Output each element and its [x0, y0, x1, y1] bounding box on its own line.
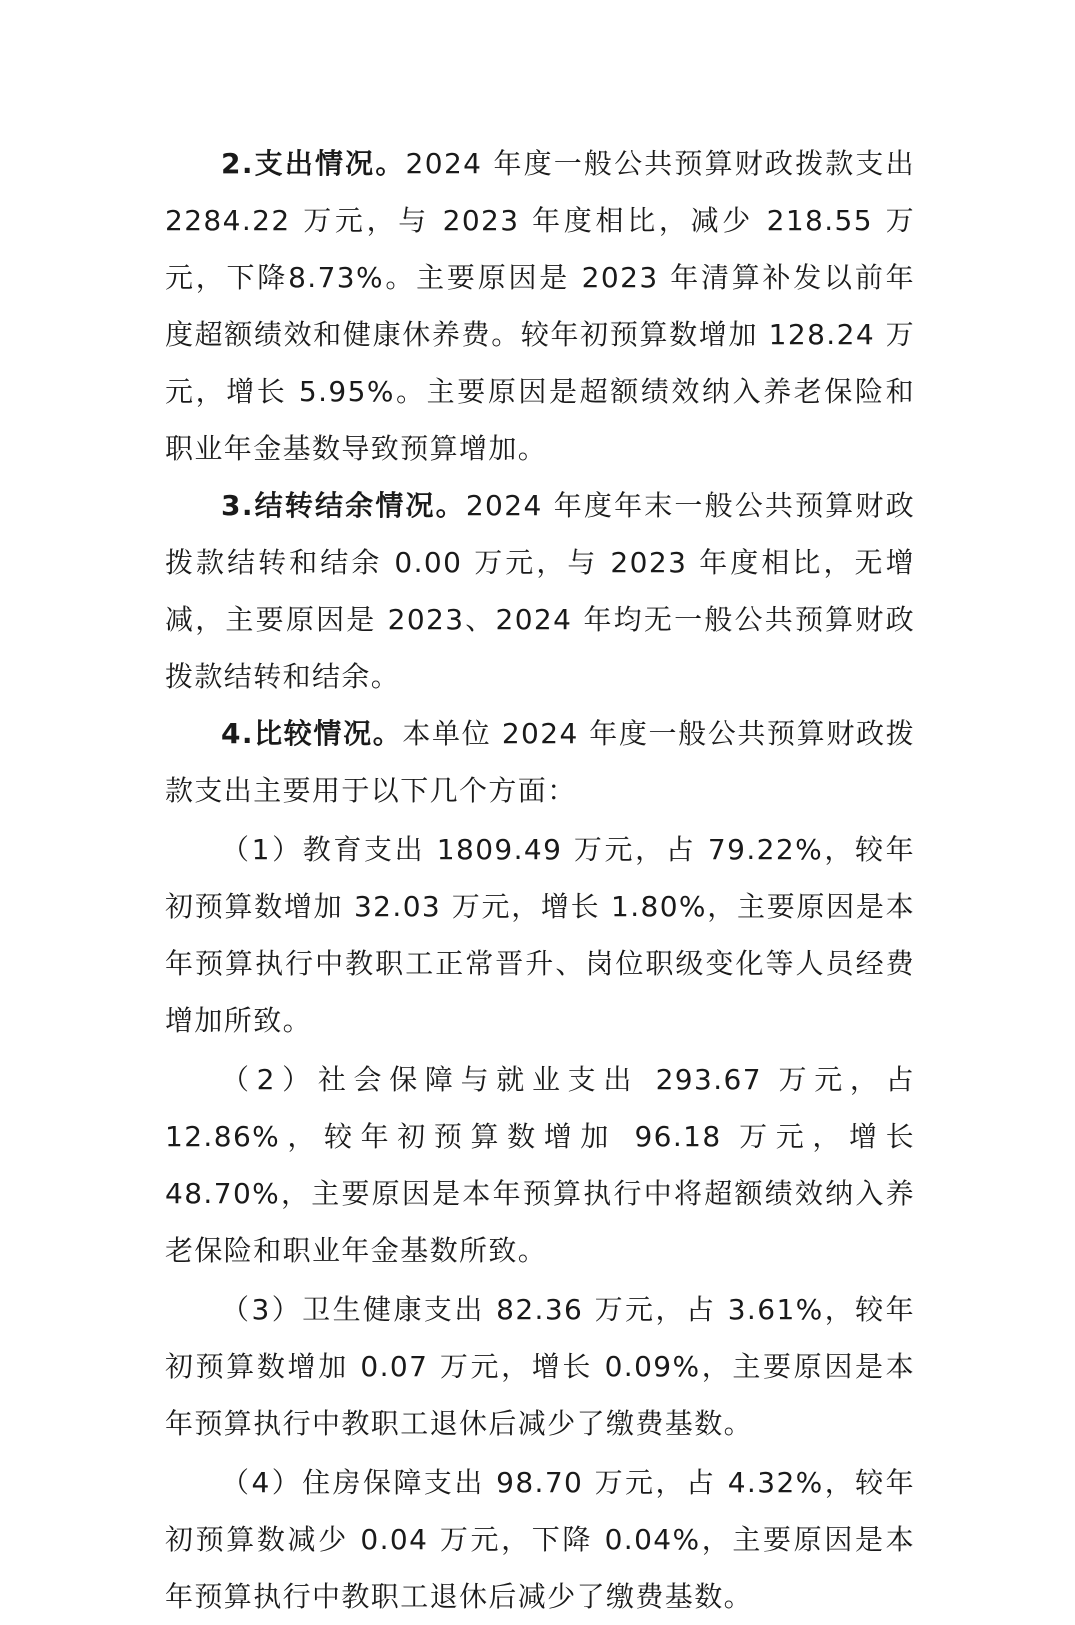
document-page [165, 135, 915, 1625]
section-comparison [165, 705, 915, 819]
section-heading: 3.结转结余情况。 [221, 489, 466, 522]
section-body: 2024 年度一般公共预算财政拨款支出2284.22 万元，与 2023 年度相比，减少 218.55 万元，下降8.73%。主要原因是 2023 年清算补发以前年度超额绩效和健康休养费。较年初预算数增加 128.24 万元，增长 5.95%。主要原因是超额绩效纳入养老保险和职业年金基数导致预算增加。 [165, 147, 915, 465]
list-item-housing: （4）住房保障支出 98.70 万元，占 4.32%，较年初预算数减少 0.04 万元，下降 0.04%，主要原因是本年预算执行中教职工退休后减少了缴费基数。 [165, 1466, 915, 1613]
section-heading: 2.支出情况。 [221, 147, 406, 180]
section-body: 本单位 2024 年度一般公共预算财政拨款支出主要用于以下几个方面： [165, 717, 916, 807]
list-item-education: （1）教育支出 1809.49 万元，占 79.22%，较年初预算数增加 32.03 万元，增长 1.80%，主要原因是本年预算执行中教职工正常晋升、岗位职级变化等人员经费增加所致。 [165, 833, 915, 1037]
list-item-social-security: （2）社会保障与就业支出 293.67 万元，占 12.86%，较年初预算数增加 96.18 万元，增长 48.70%，主要原因是本年预算执行中将超额绩效纳入养老保险和职业年金基数所致。 [165, 1063, 915, 1267]
section-expenditure [165, 135, 915, 477]
list-item-health: （3）卫生健康支出 82.36 万元，占 3.61%，较年初预算数增加 0.07 万元，增长 0.09%，主要原因是本年预算执行中教职工退休后减少了缴费基数。 [165, 1293, 915, 1440]
section-body: 2024 年度年末一般公共预算财政拨款结转和结余 0.00 万元，与 2023 年度相比，无增减，主要原因是 2023、2024 年均无一般公共预算财政拨款结转和结余。 [165, 489, 915, 693]
section-carryover [165, 477, 915, 705]
section-heading: 4.比较情况。 [221, 717, 403, 750]
